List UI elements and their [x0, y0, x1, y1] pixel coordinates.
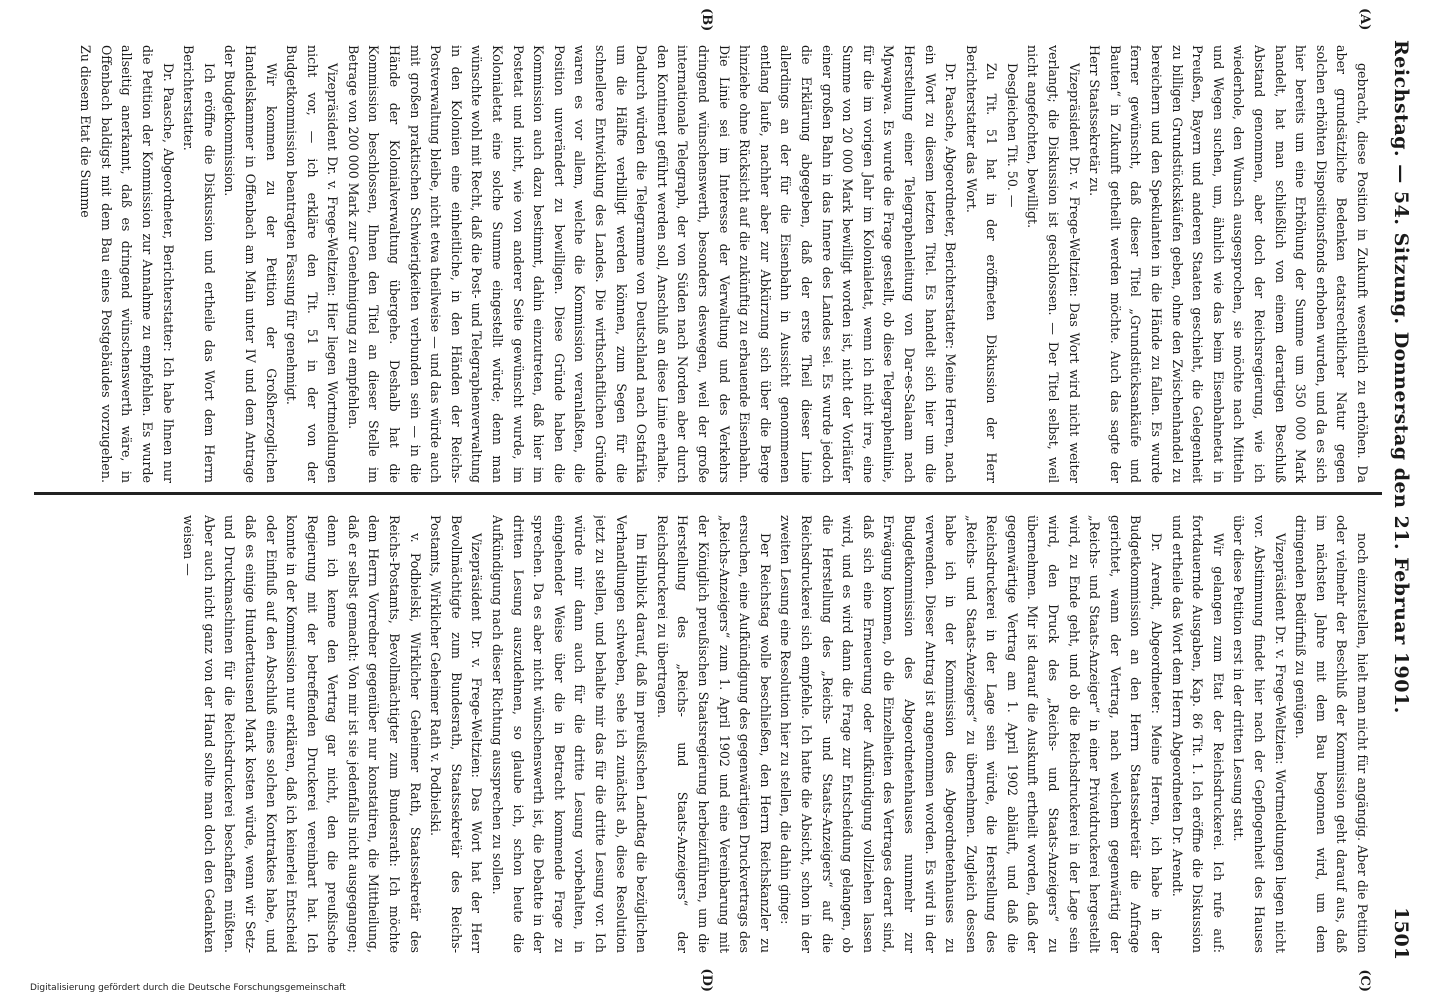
paragraph: Im Hinblick darauf, daß im preußischen Landtag die bezüglichen Verhandlungen schweben, sehe ich zunächst ab, diese Resolution jetzt zu stellen, und behalte mir das für die dritte Lesung vor. Ich würde mir dann auch für die dritte Lesung vorbehalten, in eingehender Weise über die in Betracht kommende Frage zu sprechen. Da es aber nicht wünschenswerth ist, die Debatte in der dritten Lesung auszudehnen, so glaube ich, schon heute die Aufkündigung nach dieser Richtung aussprechen zu sollen.	[490, 515, 650, 953]
paragraph: Vizepräsident Dr. v. Frege-Weltzien: Das Wort wird nicht weiter verlangt; die Diskussion ist geschlossen. — Der Titel selbst, weil nicht angefochten, bewilligt.	[1025, 45, 1082, 483]
paragraph: Dr. Paasche, Abgeordneter, Berichterstatter: Meine Herren, nach ein Wort zu diesem letzten Titel. Es handelt sich hier um die Herstellung einer Telegraphenleitung von Dar-es-Salaam nach Mpwapwa. Es wurde die Frage gestellt, ob diese Telegraphenlinie, für die im vorigen Jahr im Kolonialetat, wenn ich nicht irre, eine Summe von 20 000 Mark bewilligt worden ist, nicht der Vorläufer einer großen Bahn in das Innere des Landes sei. Es wurde jedoch die Erklärung abgegeben, daß der erste Theil dieser Linie allerdings an der für die Eisenbahn in Aussicht genommenen entlang laufe, nachher aber zur Abkürzung sich über die Berge hinziehe ohne Rücksicht auf die zukünftig zu erbauende Eisenbahn. Die Linie sei im Interesse der Verwaltung und des Verkehrs dringend wünschenswerth, besonders deswegen, weil der große internationale Telegraph, der von Süden nach Norden aber durch den Kontinent geführt werden soll, Anschluß an diese Linie erhalte. Dadurch würden die Telegramme von Deutschland nach Ostafrika um die Hälfte verbilligt werden können, zum Segen für die schnellere Entwicklung des Landes. Die wirthschaftlichen Gründe waren es vor allem, welche die Kommission veranlaßten, die Position unverändert zu bewilligen. Diese Gründe haben die Kommission auch dazu bestimmt, dahin einzutreten, daß hier im Postetat und nicht, wie von anderer Seite gewünscht wurde, im Kolonialetat eine solche Summe eingestellt würde; denn man wünschte wohl mit Recht, daß die Post- und Telegraphenverwaltung in den Kolonien eine einheitliche, in den Händen der Reichs-Postverwaltung bleibe, nicht etwa theilweise — und das würde auch mit großen praktischen Schwierigkeiten verbunden sein — in die Hände der Kolonialverwaltung übergehe. Deshalb hat die Kommission beschlossen, Ihnen den Titel an dieser Stelle im Betrage von 200 000 Mark zur Genehmigung zu empfehlen.	[345, 45, 959, 483]
column-divider	[34, 492, 1382, 495]
paragraph: gebracht, diese Position in Zukunft wesentlich zu erhöhen. Da aber grundsätzliche Bedenken etatsrechtlicher Natur gegen solchen erhöhten Dispositionsfonds erhoben wurden, und da es sich hier bereits um eine Erhöhung der Summe um 350 000 Mark handelt, hat man schließlich von einem derartigen Beschluß Abstand genommen, aber doch der Reichsregierung, wie ich wiederhole, den Wunsch ausgesprochen, sie möchte nach Mitteln und Wegen suchen, um, ähnlich wie das beim Eisenbahnetat in Preußen, Bayern und anderen Staaten geschieht, die Gelegenheit zu billigen Grundstückskäufen geben, ohne den Zwischenhandel zu bereichern und den Spekulanten in die Hände zu fallen. Es wurde ferner gewünscht, daß dieser Titel „Grundstücksankäufe und Bauten“ in Zukunft getheilt werden möchte. Auch das sagte der Herr Staatssekretär zu.	[1087, 45, 1370, 483]
page-title: Reichstag. — 54. Sitzung. Donnerstag den 21. Februar 1901.	[1390, 40, 1412, 714]
margin-marker-c: (C)	[1357, 969, 1372, 992]
paragraph: Dr. Paasche, Abgeordneter, Berichterstatter: Ich habe Ihnen nur die Petition der Kommission zur Annahme zu empfehlen. Es wurde allseitig anerkannt, daß es dringend wünschenswerth wäre, in Offenbach baldigst mit dem Bau eines Postgebäudes vorzugehen. Zu diesem Etat die Summe	[78, 45, 176, 483]
paragraph: noch einzustellen, hielt man nicht für angängig. Aber die Petition oder vielmehr der Beschluß der Kommission geht darauf aus, daß im nächsten Jahre mit dem Bau begonnen wird, um dem dringenden Bedürfniß zu genügen.	[1293, 515, 1370, 953]
paragraph: Wir gelangen zum Etat der Reichsdruckerei. Ich rufe auf: fortdauernde Ausgaben, Kap. 86 Tit. 1. Ich eröffne die Diskussion und ertheile das Wort dem Herrn Abgeordneten Dr. Arendt.	[1169, 515, 1226, 953]
paragraph: Zu Tit. 51 hat in der eröffneten Diskussion der Herr Berichterstatter das Wort.	[963, 45, 1000, 483]
page-header	[1386, 40, 1416, 960]
paragraph: Vizepräsident Dr. v. Frege-Weltzien: Hier liegen Wortmeldungen nicht vor, — ich erkläre den Tit. 51 in der von der Budgetkommission beantragten Fassung für genehmigt.	[284, 45, 341, 483]
margin-marker-a: (A)	[1357, 8, 1372, 31]
paragraph: Der Reichstag wolle beschließen, den Herrn Reichskanzler zu ersuchen, eine Aufkündigung des gegenwärtigen Druckvertrags des „Reichs-Anzeigers“ zum 1. April 1902 und eine Vereinbarung mit der Königlich preußischen Staatsregierung herbeizuführen, um die Herstellung des „Reichs- und Staats-Anzeigers“ der Reichsdruckerei zu übertragen.	[654, 515, 773, 953]
margin-marker-d: (D)	[699, 968, 714, 992]
paragraph: Ich eröffne die Diskussion und ertheile das Wort dem Herrn Berichterstatter.	[181, 45, 217, 483]
right-column	[34, 515, 1372, 953]
paragraph: Desgleichen Tit. 50. —	[1004, 63, 1020, 208]
paragraph: Vizepräsident Dr. v. Frege-Weltzien: Wortmeldungen liegen nicht vor. Abstimmung findet hier nach der Gepflogenheit des Hauses über diese Petition erst in der dritten Lesung statt.	[1231, 515, 1288, 953]
paragraph: Wir kommen zu der Petition der Großherzoglichen Handelskammer in Offenbach am Main unter IV und dem Antrage der Budgetkommission.	[222, 45, 279, 483]
paragraph: Vizepräsident Dr. v. Frege-Weltzien: Das Wort hat der Herr Bevollmächtigte zum Bundesrath, Staatssekretär des Reichs-Postamts, Wirklicher Geheimer Rath v. Podbielski.	[428, 515, 485, 953]
paragraph: v. Podbielski, Wirklicher Geheimer Rath, Staatssekretär des Reichs-Postamts, Bevollmächtigter zum Bundesrath: Ich möchte dem Herrn Vorredner gegenüber nur konstatiren, die Mittheilung, daß er selbst gemacht: Von mir ist sie jedenfalls nicht ausgegangen; denn ich kenne den Vertrag gar nicht, den die preußische Regierung mit der betreffenden Druckerei vereinbart hat. Ich konnte in der Kommission nur erklären, daß ich keinerlei Entscheid oder Einfluß auf den Abschluß eines solchen Kontraktes habe, und daß es einige Hunderttausend Mark kosten würde, wenn wir Setz- und Druckmaschinen für die Reichsdruckerei beschaffen müßten. Aber auch nicht ganz von der Hand sollte man doch den Gedanken weisen —	[181, 515, 423, 953]
margin-marker-b: (B)	[699, 8, 714, 32]
digitization-credit	[0, 982, 1000, 1000]
left-column	[34, 45, 1372, 483]
page-number: 1501	[1390, 907, 1412, 960]
credit-text: Digitalisierung gefördert durch die Deutsche Forschungsgemeinschaft	[30, 983, 346, 993]
paragraph: Dr. Arendt, Abgeordneter: Meine Herren, ich habe in der Budgetkommission an den Herrn Staatssekretär die Anfrage gerichtet, wann der Vertrag, nach welchem gegenwärtig der „Reichs- und Staats-Anzeiger“ in einer Privatdruckerei hergestellt wird, zu Ende geht, und ob die Reichsdruckerei in der Lage sein wird, den Druck des „Reichs- und Staats-Anzeigers“ zu übernehmen. Mir ist darauf die Auskunft ertheilt worden, daß der gegenwärtige Vertrag am 1. April 1902 abläuft, und daß die Reichsdruckerei in der Lage sein würde, die Herstellung des „Reichs- und Staats-Anzeigers“ zu übernehmen. Zugleich dessen habe ich in der Kommission des Abgeordnetenhauses zu verwenden. Dieser Antrag ist angenommen worden. Es wird in der Budgetkommission des Abgeordnetenhauses nunmehr zur Erwägung kommen, ob die Einzelheiten des Vertrages derart sind, daß sich eine Erneuerung oder Aufkündigung vollziehen lassen wird, und es wird dann die Frage zur Entscheidung gelangen, ob die Herstellung des „Reichs- und Staats-Anzeigers“ auf die Reichsdruckerei sich empfehle. Ich hatte die Absicht, schon in der zweiten Lesung eine Resolution hier zu stellen, die dahin ginge:	[778, 515, 1165, 953]
